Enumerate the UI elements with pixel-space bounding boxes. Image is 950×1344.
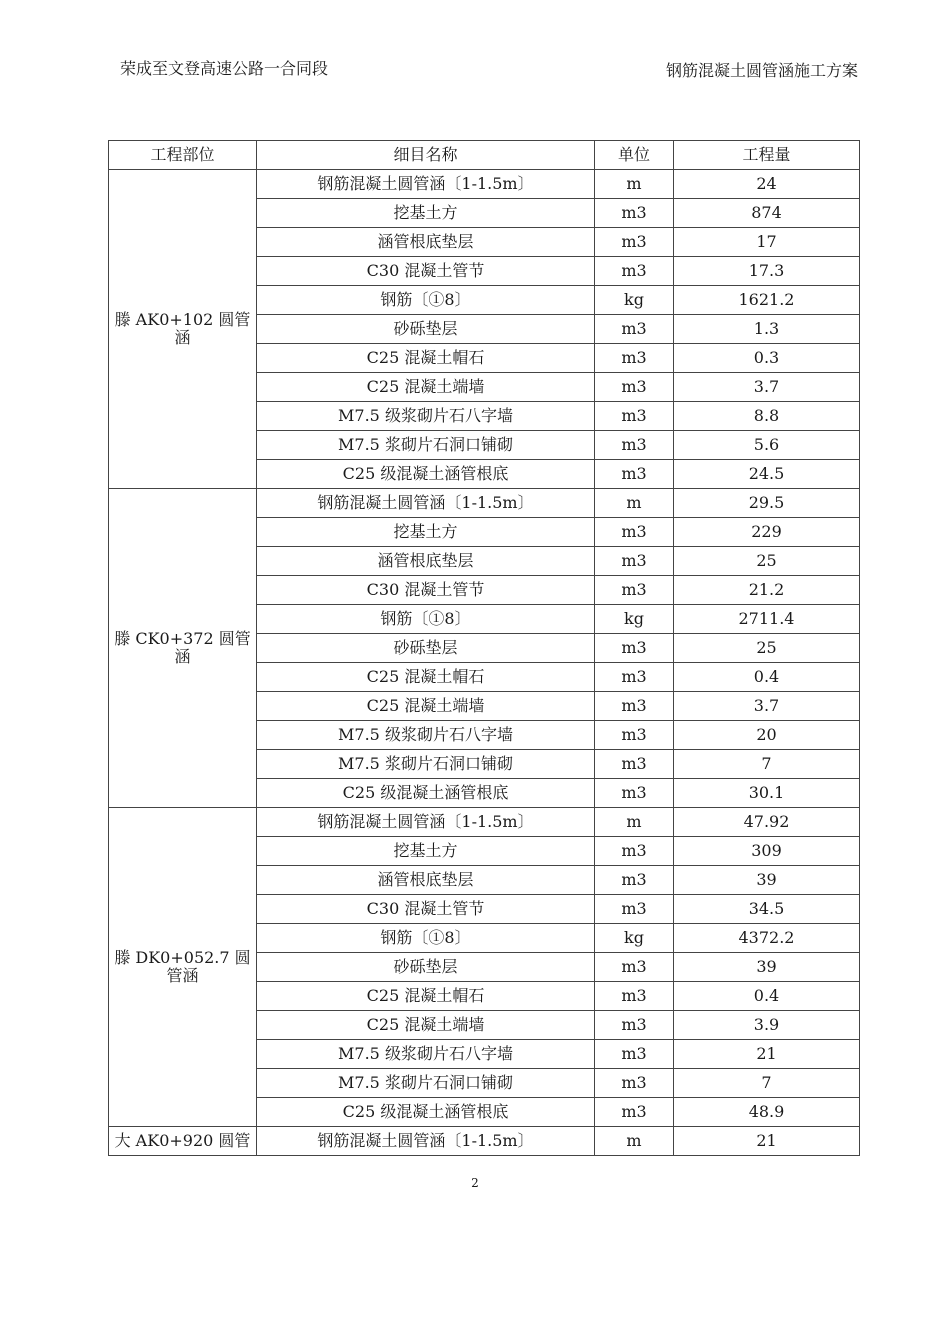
unit-cell: m3	[595, 460, 674, 489]
unit-cell: m3	[595, 953, 674, 982]
item-name-cell: M7.5 级浆砌片石八字墙	[257, 721, 595, 750]
location-cell: 滕 DK0+052.7 圆管涵	[109, 808, 257, 1127]
unit-cell: m3	[595, 837, 674, 866]
item-name-cell: C30 混凝土管节	[257, 895, 595, 924]
quantity-cell: 3.9	[674, 1011, 860, 1040]
item-name-cell: 钢筋〔①8〕	[257, 924, 595, 953]
table-row	[109, 489, 860, 518]
quantity-cell: 25	[674, 547, 860, 576]
unit-cell: m3	[595, 750, 674, 779]
unit-cell: m	[595, 1127, 674, 1156]
item-name-cell: C30 混凝土管节	[257, 576, 595, 605]
unit-cell: m3	[595, 866, 674, 895]
item-name-cell: C25 混凝土帽石	[257, 982, 595, 1011]
quantity-cell: 24.5	[674, 460, 860, 489]
quantity-cell: 8.8	[674, 402, 860, 431]
table-header-row	[109, 141, 860, 170]
unit-cell: m3	[595, 663, 674, 692]
quantity-cell: 29.5	[674, 489, 860, 518]
item-name-cell: C25 混凝土帽石	[257, 663, 595, 692]
header-document-title: 钢筋混凝土圆管涵施工方案	[665, 61, 858, 80]
item-name-cell: M7.5 级浆砌片石八字墙	[257, 1040, 595, 1069]
quantity-cell: 7	[674, 750, 860, 779]
item-name-cell: 涵管根底垫层	[257, 866, 595, 895]
unit-cell: m3	[595, 1040, 674, 1069]
unit-cell: m3	[595, 1069, 674, 1098]
quantity-cell: 17.3	[674, 257, 860, 286]
quantity-cell: 4372.2	[674, 924, 860, 953]
item-name-cell: 钢筋〔①8〕	[257, 286, 595, 315]
quantity-cell: 1.3	[674, 315, 860, 344]
unit-cell: m3	[595, 1011, 674, 1040]
unit-cell: m3	[595, 402, 674, 431]
unit-cell: kg	[595, 924, 674, 953]
quantity-cell: 1621.2	[674, 286, 860, 315]
item-name-cell: M7.5 浆砌片石洞口铺砌	[257, 431, 595, 460]
location-cell: 大 AK0+920 圆管	[109, 1127, 257, 1156]
quantity-cell: 874	[674, 199, 860, 228]
item-name-cell: 砂砾垫层	[257, 953, 595, 982]
page-number: 2	[471, 1176, 479, 1190]
quantity-cell: 17	[674, 228, 860, 257]
unit-cell: m3	[595, 518, 674, 547]
item-name-cell: 钢筋混凝土圆管涵〔1-1.5m〕	[257, 489, 595, 518]
item-name-cell: M7.5 浆砌片石洞口铺砌	[257, 1069, 595, 1098]
quantity-cell: 39	[674, 953, 860, 982]
location-cell: 滕 CK0+372 圆管涵	[109, 489, 257, 808]
item-name-cell: 涵管根底垫层	[257, 547, 595, 576]
unit-cell: m3	[595, 779, 674, 808]
item-name-cell: 挖基土方	[257, 199, 595, 228]
quantity-cell: 25	[674, 634, 860, 663]
table-row	[109, 808, 860, 837]
quantity-cell: 229	[674, 518, 860, 547]
unit-cell: m	[595, 808, 674, 837]
unit-cell: m	[595, 170, 674, 199]
item-name-cell: 钢筋〔①8〕	[257, 605, 595, 634]
item-name-cell: 挖基土方	[257, 837, 595, 866]
unit-cell: kg	[595, 286, 674, 315]
quantity-cell: 3.7	[674, 373, 860, 402]
unit-cell: m	[595, 489, 674, 518]
quantity-cell: 0.3	[674, 344, 860, 373]
unit-cell: m3	[595, 228, 674, 257]
location-cell: 滕 AK0+102 圆管涵	[109, 170, 257, 489]
quantity-cell: 48.9	[674, 1098, 860, 1127]
item-name-cell: C25 混凝土端墙	[257, 692, 595, 721]
quantity-cell: 2711.4	[674, 605, 860, 634]
item-name-cell: C25 级混凝土涵管根底	[257, 779, 595, 808]
quantity-cell: 7	[674, 1069, 860, 1098]
quantity-table	[108, 140, 860, 1156]
quantity-cell: 5.6	[674, 431, 860, 460]
item-name-cell: C25 混凝土端墙	[257, 373, 595, 402]
unit-cell: m3	[595, 199, 674, 228]
quantity-cell: 30.1	[674, 779, 860, 808]
unit-cell: m3	[595, 373, 674, 402]
unit-cell: m3	[595, 344, 674, 373]
quantity-cell: 3.7	[674, 692, 860, 721]
item-name-cell: M7.5 级浆砌片石八字墙	[257, 402, 595, 431]
quantity-cell: 20	[674, 721, 860, 750]
item-name-cell: 钢筋混凝土圆管涵〔1-1.5m〕	[257, 170, 595, 199]
unit-cell: m3	[595, 692, 674, 721]
unit-cell: m3	[595, 1098, 674, 1127]
column-header-quantity: 工程量	[674, 141, 860, 170]
item-name-cell: C25 混凝土端墙	[257, 1011, 595, 1040]
item-name-cell: C25 混凝土帽石	[257, 344, 595, 373]
quantity-cell: 0.4	[674, 982, 860, 1011]
item-name-cell: 钢筋混凝土圆管涵〔1-1.5m〕	[257, 1127, 595, 1156]
quantity-cell: 34.5	[674, 895, 860, 924]
quantity-cell: 39	[674, 866, 860, 895]
item-name-cell: C25 级混凝土涵管根底	[257, 1098, 595, 1127]
unit-cell: kg	[595, 605, 674, 634]
quantity-cell: 24	[674, 170, 860, 199]
item-name-cell: 钢筋混凝土圆管涵〔1-1.5m〕	[257, 808, 595, 837]
column-header-unit: 单位	[595, 141, 674, 170]
unit-cell: m3	[595, 315, 674, 344]
quantity-cell: 21	[674, 1127, 860, 1156]
quantity-cell: 309	[674, 837, 860, 866]
item-name-cell: 砂砾垫层	[257, 634, 595, 663]
unit-cell: m3	[595, 721, 674, 750]
unit-cell: m3	[595, 576, 674, 605]
table-body	[109, 170, 860, 1156]
item-name-cell: 砂砾垫层	[257, 315, 595, 344]
quantity-cell: 47.92	[674, 808, 860, 837]
item-name-cell: 涵管根底垫层	[257, 228, 595, 257]
unit-cell: m3	[595, 431, 674, 460]
unit-cell: m3	[595, 634, 674, 663]
unit-cell: m3	[595, 257, 674, 286]
column-header-item: 细目名称	[257, 141, 595, 170]
table-row	[109, 170, 860, 199]
item-name-cell: C30 混凝土管节	[257, 257, 595, 286]
item-name-cell: M7.5 浆砌片石洞口铺砌	[257, 750, 595, 779]
unit-cell: m3	[595, 895, 674, 924]
quantity-cell: 21	[674, 1040, 860, 1069]
unit-cell: m3	[595, 547, 674, 576]
table-row	[109, 1127, 860, 1156]
header-project-name: 荣成至文登高速公路一合同段	[120, 59, 329, 78]
column-header-location: 工程部位	[109, 141, 257, 170]
quantity-cell: 0.4	[674, 663, 860, 692]
quantity-cell: 21.2	[674, 576, 860, 605]
item-name-cell: C25 级混凝土涵管根底	[257, 460, 595, 489]
unit-cell: m3	[595, 982, 674, 1011]
item-name-cell: 挖基土方	[257, 518, 595, 547]
